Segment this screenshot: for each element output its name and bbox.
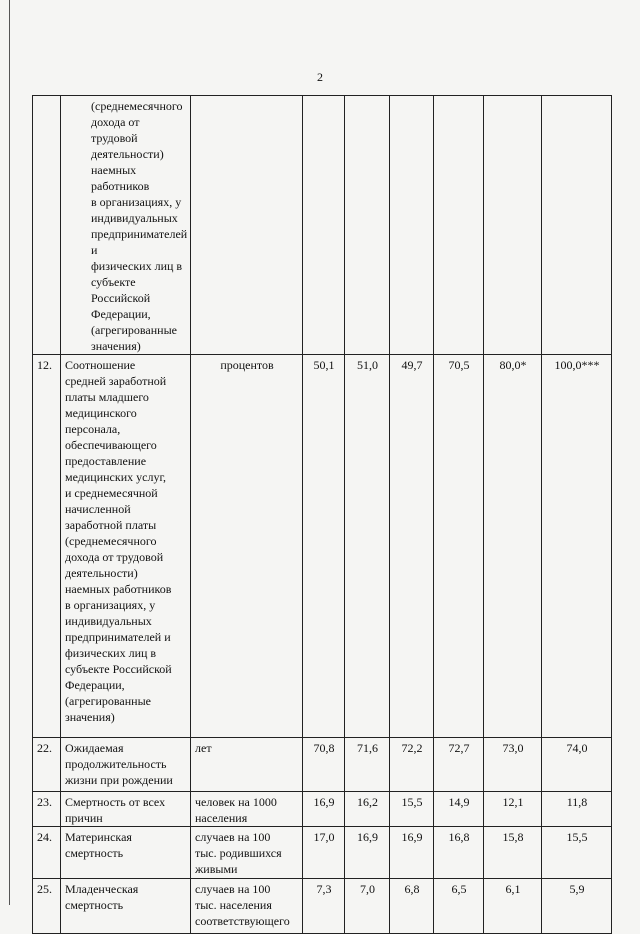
text-line: платы младшего <box>65 390 149 404</box>
value-cell: 49,7 <box>390 355 434 738</box>
indicators-table <box>32 95 612 934</box>
text-line: процентов <box>220 358 274 372</box>
text-line: в организациях, у <box>91 195 182 209</box>
text-line: смертность <box>65 898 124 912</box>
text-line: причин <box>65 811 103 825</box>
text-line: тыс. родившихся <box>195 846 282 860</box>
table-row <box>33 792 612 827</box>
value-cell: 72,2 <box>390 738 434 792</box>
text-line: в организациях, у <box>65 598 156 612</box>
value-cell: 15,5 <box>542 827 612 879</box>
table-row <box>33 827 612 879</box>
text-line: предпринимателей и <box>91 227 188 257</box>
scan-edge-line <box>9 0 10 905</box>
text-line: медицинского <box>65 406 137 420</box>
text-line: и среднемесячной <box>65 486 158 500</box>
text-line: человек на 1000 <box>195 795 277 809</box>
text-line: индивидуальных <box>65 614 152 628</box>
table-row <box>33 738 612 792</box>
text-line: субъекте Российской <box>91 275 151 305</box>
value-cell: 74,0 <box>542 738 612 792</box>
text-line: населения <box>195 811 248 825</box>
value-cell: 6,8 <box>390 879 434 934</box>
text-line: средней заработной <box>65 374 167 388</box>
row-number: 25. <box>33 879 61 934</box>
text-line: предпринимателей и <box>65 630 171 644</box>
unit-cell <box>191 355 303 738</box>
text-line: соответствующего <box>195 914 290 928</box>
value-cell: 16,8 <box>434 827 484 879</box>
value-cell: 15,8 <box>484 827 542 879</box>
value-cell <box>484 96 542 355</box>
value-cell: 73,0 <box>484 738 542 792</box>
text-line: жизни при рождении <box>65 773 173 787</box>
value-cell: 17,0 <box>303 827 345 879</box>
table-row-continuation <box>33 96 612 355</box>
row-number: 22. <box>33 738 61 792</box>
text-line: медицинских услуг, <box>65 470 167 484</box>
value-cell: 7,3 <box>303 879 345 934</box>
text-line: значения) <box>91 339 141 353</box>
value-cell: 72,7 <box>434 738 484 792</box>
text-line: физических лиц в <box>65 646 157 660</box>
text-line: (агрегированные <box>91 323 177 337</box>
text-line: дохода от трудовой <box>91 115 140 145</box>
text-line: Младенческая <box>65 882 139 896</box>
text-line: Соотношение <box>65 358 136 372</box>
value-cell: 16,9 <box>390 827 434 879</box>
indicator-name-cell <box>61 792 191 827</box>
text-line: значения) <box>65 710 115 724</box>
text-line: случаев на 100 <box>195 830 271 844</box>
text-line: наемных работников <box>65 582 172 596</box>
text-line: (среднемесячного <box>65 534 157 548</box>
value-cell <box>434 96 484 355</box>
row-number: 24. <box>33 827 61 879</box>
value-cell: 7,0 <box>345 879 390 934</box>
unit-cell <box>191 738 303 792</box>
value-cell: 11,8 <box>542 792 612 827</box>
unit-cell <box>191 792 303 827</box>
row-number-cell <box>33 96 61 355</box>
text-line: (агрегированные <box>65 694 151 708</box>
value-cell <box>390 96 434 355</box>
value-cell <box>345 96 390 355</box>
unit-cell <box>191 96 303 355</box>
text-line: лет <box>195 741 212 755</box>
text-line: заработной платы <box>65 518 157 532</box>
indicator-name-cell <box>61 879 191 934</box>
text-line: (среднемесячного <box>91 99 183 113</box>
text-line: предоставление <box>65 454 147 468</box>
text-line: деятельности) <box>65 566 138 580</box>
text-line: деятельности) <box>91 147 164 161</box>
page-number: 2 <box>317 70 323 84</box>
table-row <box>33 355 612 738</box>
table-row <box>33 879 612 934</box>
text-line: Федерации, <box>65 678 125 692</box>
value-cell: 70,5 <box>434 355 484 738</box>
value-cell <box>303 96 345 355</box>
text-line: Смертность от всех <box>65 795 166 809</box>
indicator-name-cell <box>61 355 191 738</box>
value-cell: 16,9 <box>345 827 390 879</box>
text-line: персонала, <box>65 422 121 436</box>
value-cell: 71,6 <box>345 738 390 792</box>
indicator-name-cell <box>61 738 191 792</box>
text-line: обеспечивающего <box>65 438 157 452</box>
text-line: продолжительность <box>65 757 167 771</box>
text-line: Федерации, <box>91 307 151 321</box>
value-cell: 100,0*** <box>542 355 612 738</box>
value-cell: 80,0* <box>484 355 542 738</box>
indicator-name-cell <box>61 827 191 879</box>
unit-cell <box>191 879 303 934</box>
text-line: смертность <box>65 846 124 860</box>
row-number: 12. <box>33 355 61 738</box>
text-line: субъекте Российской <box>65 662 172 676</box>
text-line: дохода от трудовой <box>65 550 164 564</box>
text-line: начисленной <box>65 502 131 516</box>
value-cell: 15,5 <box>390 792 434 827</box>
text-line: физических лиц в <box>91 259 183 273</box>
value-cell: 14,9 <box>434 792 484 827</box>
text-line: тыс. населения <box>195 898 272 912</box>
value-cell: 5,9 <box>542 879 612 934</box>
value-cell: 70,8 <box>303 738 345 792</box>
text-line: Ожидаемая <box>65 741 124 755</box>
text-line: живыми <box>195 862 238 876</box>
value-cell: 12,1 <box>484 792 542 827</box>
text-line: индивидуальных <box>91 211 178 225</box>
value-cell: 6,1 <box>484 879 542 934</box>
unit-cell <box>191 827 303 879</box>
row-number: 23. <box>33 792 61 827</box>
value-cell: 16,2 <box>345 792 390 827</box>
indicator-name-lines <box>91 98 187 354</box>
indicator-name-cell <box>61 96 191 355</box>
text-line: наемных работников <box>91 163 150 193</box>
value-cell: 6,5 <box>434 879 484 934</box>
value-cell <box>542 96 612 355</box>
value-cell: 16,9 <box>303 792 345 827</box>
table-body <box>33 96 612 934</box>
text-line: Материнская <box>65 830 132 844</box>
text-line: случаев на 100 <box>195 882 271 896</box>
value-cell: 50,1 <box>303 355 345 738</box>
value-cell: 51,0 <box>345 355 390 738</box>
